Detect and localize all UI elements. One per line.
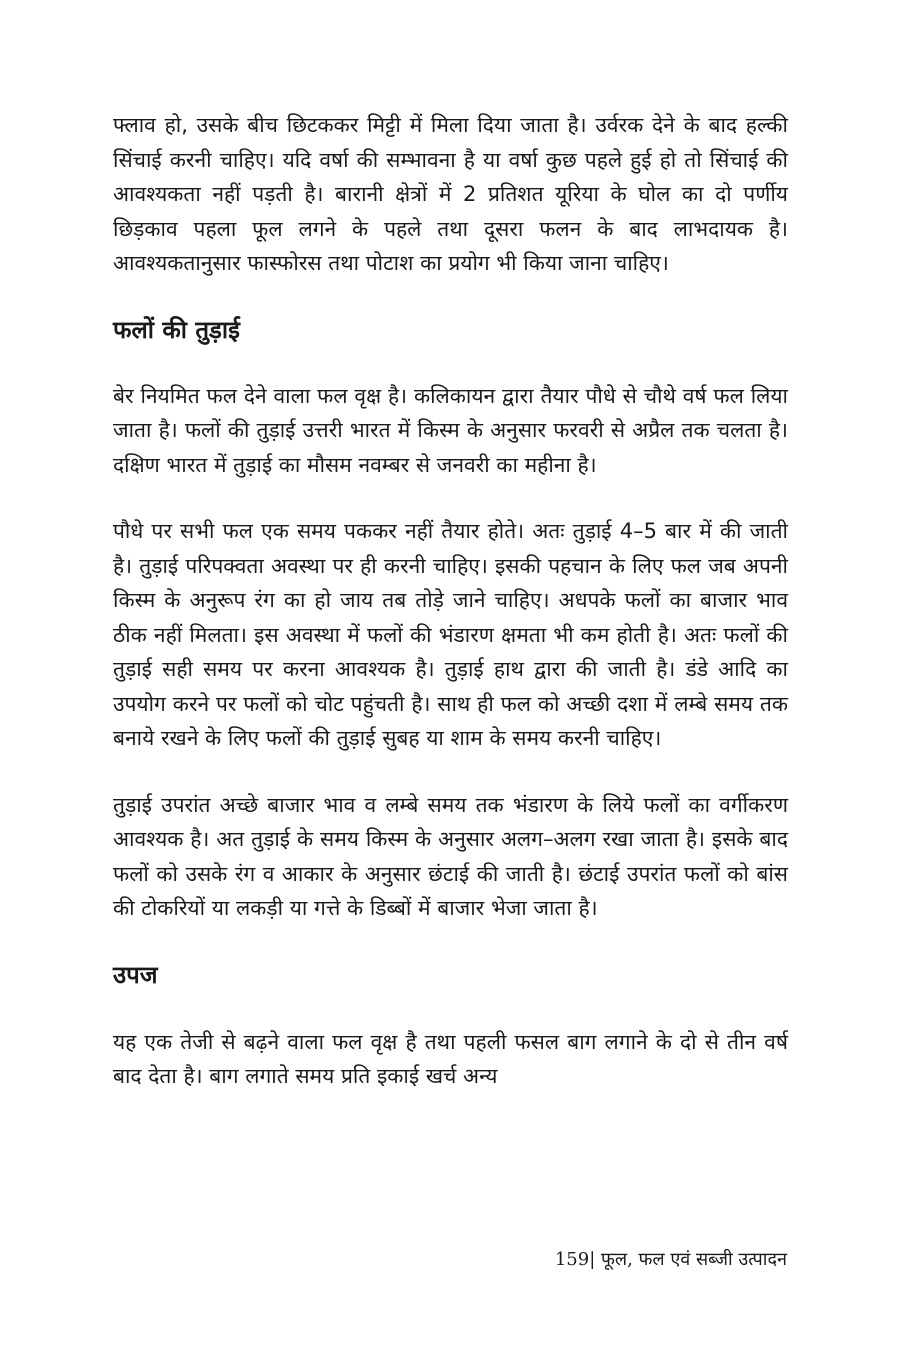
paragraph-yield: यह एक तेजी से बढ़ने वाला फल वृक्ष है तथा पहली फसल बाग लगाने के दो से तीन वर्ष बाद देता है। बाग लगाते समय प्रति इकाई खर्च अन्य [113, 1029, 788, 1088]
page-number: 159 [554, 1249, 590, 1270]
paragraph-grading-packing: तुड़ाई उपरांत अच्छे बाजार भाव व लम्बे समय तक भंडारण के लिये फलों का वर्गीकरण आवश्यक है। अत तुड़ाई के समय किस्म के अनुसार अलग–अलग रखा जाता है। इसके बाद फलों को उसके रंग व आकार के अनुसार छंटाई की जाती है। छंटाई उपरांत फलों को बांस की टोकरियों या लकड़ी या गत्ते के डिब्बों में बाजार भेजा जाता है। [113, 792, 788, 920]
paragraph-harvest-season: बेर नियमित फल देने वाला फल वृक्ष है। कलिकायन द्वारा तैयार पौधे से चौथे वर्ष फल लिया जाता है। फलों की तुड़ाई उत्तरी भारत में किस्म के अनुसार फरवरी से अप्रैल तक चलता है। दक्षिण भारत में तुड़ाई का मौसम नवम्बर से जनवरी का महीना है। [113, 383, 788, 477]
footer-separator: | [589, 1249, 596, 1270]
page-footer [555, 1248, 787, 1272]
page-content [113, 108, 788, 1094]
paragraph-fertilizer: फ्लाव हो, उसके बीच छिटककर मिट्टी में मिला दिया जाता है। उर्वरक देने के बाद हल्की सिंचाई करनी चाहिए। यदि वर्षा की सम्भावना है या वर्षा कुछ पहले हुई हो तो सिंचाई की आवश्यकता नहीं पड़ती है। बारानी क्षेत्रों में 2 प्रतिशत यूरिया के घोल का दो पर्णीय छिड़काव पहला फूल लगने के पहले तथा दूसरा फलन के बाद लाभदायक है। आवश्यकतानुसार फास्फोरस तथा पोटाश का प्रयोग भी किया जाना चाहिए। [113, 113, 788, 275]
section-heading-yield: उपज [113, 960, 158, 989]
book-title: फूल, फल एवं सब्जी उत्पादन [595, 1249, 787, 1270]
paragraph-harvest-method: पौधे पर सभी फल एक समय पककर नहीं तैयार होते। अतः तुड़ाई 4–5 बार में की जाती है। तुड़ाई परिपक्वता अवस्था पर ही करनी चाहिए। इसकी पहचान के लिए फल जब अपनी किस्म के अनुरूप रंग का हो जाय तब तोड़े जाने चाहिए। अधपके फलों का बाजार भाव ठीक नहीं मिलता। इस अवस्था में फलों की भंडारण क्षमता भी कम होती है। अतः फलों की तुड़ाई सही समय पर करना आवश्यक है। तुड़ाई हाथ द्वारा की जाती है। डंडे आदि का उपयोग करने पर फलों को चोट पहुंचती है। साथ ही फल को अच्छी दशा में लम्बे समय तक बनाये रखने के लिए फलों की तुड़ाई सुबह या शाम के समय करनी चाहिए। [113, 519, 788, 750]
section-heading-harvesting: फलों की तुड़ाई [113, 315, 240, 344]
